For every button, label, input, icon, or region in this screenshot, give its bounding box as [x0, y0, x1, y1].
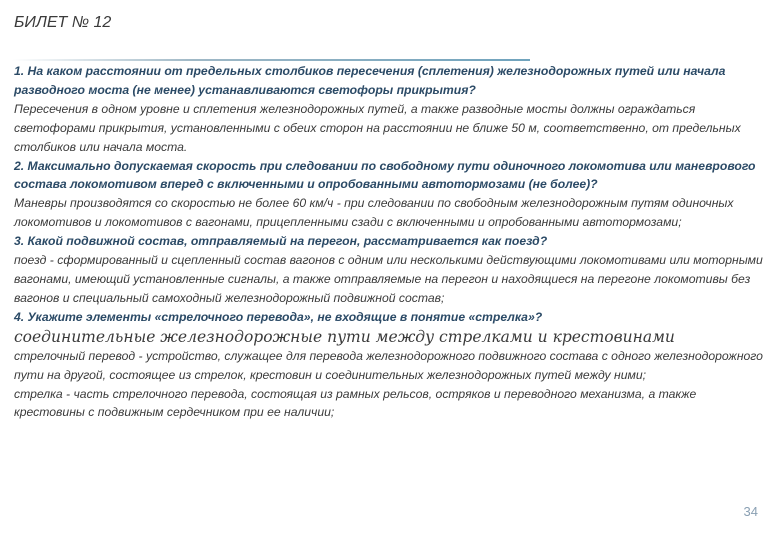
question-3: 3. Какой подвижной состав, отправляемый на перегон, рассматривается как поезд? — [14, 234, 548, 249]
slide-title: БИЛЕТ № 12 — [14, 14, 112, 31]
question-4: 4. Укажите элементы «стрелочного перевода», не входящие в понятие «стрелка»? — [14, 309, 543, 324]
answer-4-definition-1: стрелочный перевод - устройство, служащее для перевода железнодорожного подвижного состава с одного железнодорожного пути на другой, состоящее из стрелок, крестовин и соединительных железнодорожных путей между ними; — [14, 348, 763, 382]
answer-3: поезд - сформированный и сцепленный состав вагонов с одним или несколькими действующими локомотивами или моторными вагонами, имеющий установленные сигналы, а также отправляемые на перегон и находящиеся на перегоне локомотивы без вагонов и специальный самоходный железнодорожный подвижной состав; — [14, 253, 763, 305]
answer-4-definition-2: стрелка - часть стрелочного перевода, состоящая из рамных рельсов, остряков и переводного механизма, а также крестовины с подвижным сердечником при ее наличии; — [14, 386, 697, 420]
question-1: 1. На каком расстоянии от предельных столбиков пересечения (сплетения) железнодорожных путей или начала разводного моста (не менее) устанавливаются светофоры прикрытия? — [14, 64, 726, 97]
answer-2: Маневры производятся со скоростью не более 60 км/ч - при следовании по свободным железнодорожным путям одиночных локомотивов и локомотивов с вагонами, прицепленными сзади с включенными и опробованными автотормозами; — [14, 196, 734, 230]
question-2: 2. Максимально допускаемая скорость при следовании по свободному пути одиночного локомотива или маневрового состава локомотивом вперед с включенными и опробованными автотормозами (не более)? — [14, 158, 756, 192]
page-number: 34 — [743, 504, 758, 519]
answer-4-highlight: соединительные железнодорожные пути между стрелками и крестовинами — [14, 327, 675, 346]
title-divider — [12, 59, 530, 61]
answer-1: Пересечения в одном уровне и сплетения железнодорожных путей, а также разводные мосты должны ограждаться светофорами прикрытия, установленными с обеих сторон на расстоянии не ближе 50 м, соответственно, от предельных столбиков или начала моста. — [14, 101, 741, 154]
slide-body — [14, 62, 770, 422]
